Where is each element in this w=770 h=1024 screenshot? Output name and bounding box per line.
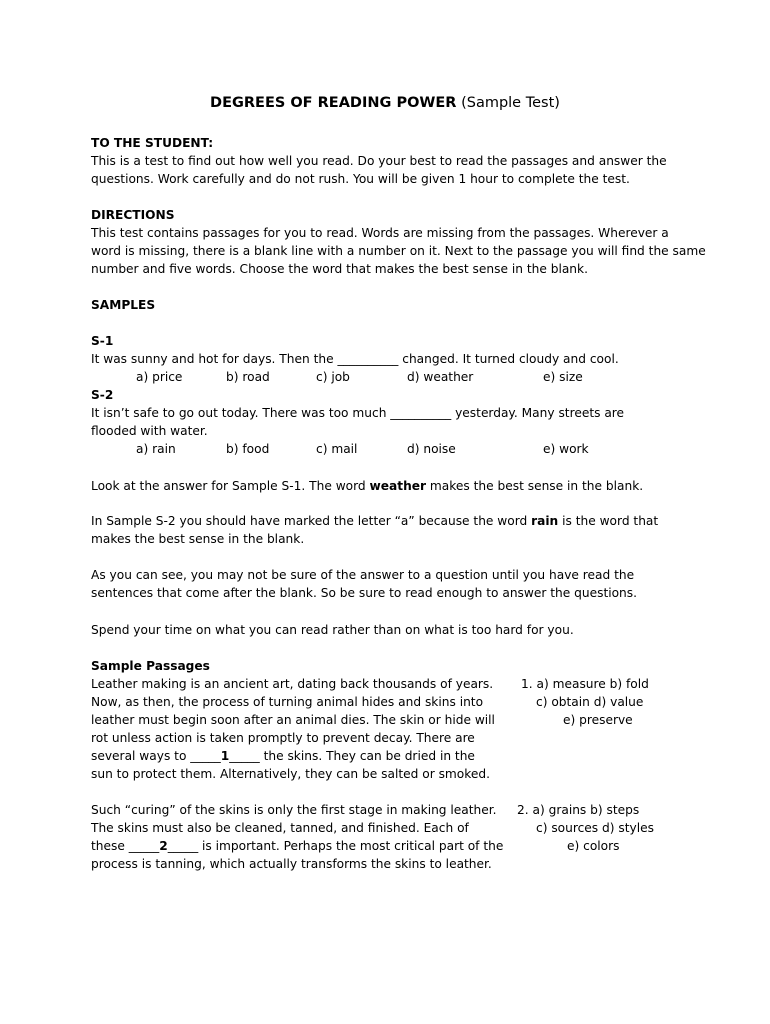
explanation-2-before: In Sample S-2 you should have marked the letter “a” because the word: [91, 514, 532, 528]
explanation-2-line-2: makes the best sense in the blank.: [91, 532, 305, 546]
explanation-1-before: Look at the answer for Sample S-1. The word: [91, 479, 370, 493]
passage-2-blank-line: [91, 837, 503, 855]
directions-heading: DIRECTIONS: [91, 208, 175, 222]
explanation-3-line-1: As you can see, you may not be sure of the answer to a question until you have read the: [91, 568, 635, 582]
s2-option-c: c) mail: [316, 442, 358, 456]
explanation-3-line-2: sentences that come after the blank. So be sure to read enough to answer the questions.: [91, 586, 638, 600]
passage-1-line-3: leather must begin soon after an animal dies. The skin or hide will: [91, 713, 495, 727]
question-1-answer-e: e) preserve: [563, 713, 633, 727]
sample-passages-heading: Sample Passages: [91, 659, 210, 673]
passage-1-line-2: Now, as then, the process of turning animal hides and skins into: [91, 695, 484, 709]
to-student-heading: TO THE STUDENT:: [91, 136, 214, 150]
s1-option-d: d) weather: [407, 370, 474, 384]
question-1-answers-c-d: c) obtain d) value: [536, 695, 644, 709]
question-2-answer-e: e) colors: [567, 839, 620, 853]
question-1-answers-a-b: 1. a) measure b) fold: [521, 677, 649, 691]
passage-2-blank-after: _____ is important. Perhaps the most critical part of the: [167, 839, 504, 853]
sample-s1-label: S-1: [91, 334, 114, 348]
explanation-2-keyword: rain: [531, 514, 559, 528]
passage-1-blank-before: several ways to _____: [91, 749, 221, 763]
sample-s2-label: S-2: [91, 388, 114, 402]
to-student-line-2: questions. Work carefully and do not rush. You will be given 1 hour to complete the test.: [91, 172, 630, 186]
title-subtitle: (Sample Test): [461, 95, 560, 111]
passage-1-line-1: Leather making is an ancient art, dating back thousands of years.: [91, 677, 494, 691]
s1-option-e: e) size: [543, 370, 583, 384]
explanation-4: Spend your time on what you can read rather than on what is too hard for you.: [91, 623, 574, 637]
explanation-2: [91, 512, 658, 530]
passage-2-blank-before: these _____: [91, 839, 160, 853]
passage-1-blank-line: [91, 747, 475, 765]
directions-line-2: word is missing, there is a blank line with a number on it. Next to the passage you will find the same: [91, 244, 706, 258]
directions-line-1: This test contains passages for you to read. Words are missing from the passages. Wherever a: [91, 226, 669, 240]
page-title: [0, 95, 770, 111]
passage-1-blank-after: _____ the skins. They can be dried in the: [229, 749, 475, 763]
explanation-1-keyword: weather: [369, 479, 427, 493]
s2-option-d: d) noise: [407, 442, 456, 456]
s2-option-b: b) food: [226, 442, 270, 456]
samples-heading: SAMPLES: [91, 298, 156, 312]
question-2-answers-c-d: c) sources d) styles: [536, 821, 654, 835]
sample-s2-line-2: flooded with water.: [91, 424, 208, 438]
blank-number-1: 1: [220, 749, 230, 763]
passage-2-line-2: The skins must also be cleaned, tanned, and finished. Each of: [91, 821, 469, 835]
passage-1-line-4: rot unless action is taken promptly to prevent decay. There are: [91, 731, 475, 745]
s2-option-a: a) rain: [136, 442, 176, 456]
directions-line-3: number and five words. Choose the word that makes the best sense in the blank.: [91, 262, 588, 276]
s1-option-c: c) job: [316, 370, 350, 384]
passage-2-last-line: process is tanning, which actually transforms the skins to leather.: [91, 857, 492, 871]
title-main: DEGREES OF READING POWER: [210, 95, 457, 111]
sample-s1-sentence: It was sunny and hot for days. Then the __________ changed. It turned cloudy and cool.: [91, 352, 619, 366]
explanation-1: [91, 477, 643, 495]
passage-1-last-line: sun to protect them. Alternatively, they can be salted or smoked.: [91, 767, 490, 781]
s2-option-e: e) work: [543, 442, 589, 456]
s1-option-b: b) road: [226, 370, 270, 384]
passage-2-line-1: Such “curing” of the skins is only the first stage in making leather.: [91, 803, 497, 817]
explanation-2-after: is the word that: [558, 514, 659, 528]
explanation-1-after: makes the best sense in the blank.: [426, 479, 644, 493]
blank-number-2: 2: [159, 839, 168, 853]
to-student-line-1: This is a test to find out how well you read. Do your best to read the passages and answer the: [91, 154, 667, 168]
sample-s2-line-1: It isn’t safe to go out today. There was too much __________ yesterday. Many streets are: [91, 406, 625, 420]
question-2-answers-a-b: 2. a) grains b) steps: [517, 803, 640, 817]
s1-option-a: a) price: [136, 370, 183, 384]
